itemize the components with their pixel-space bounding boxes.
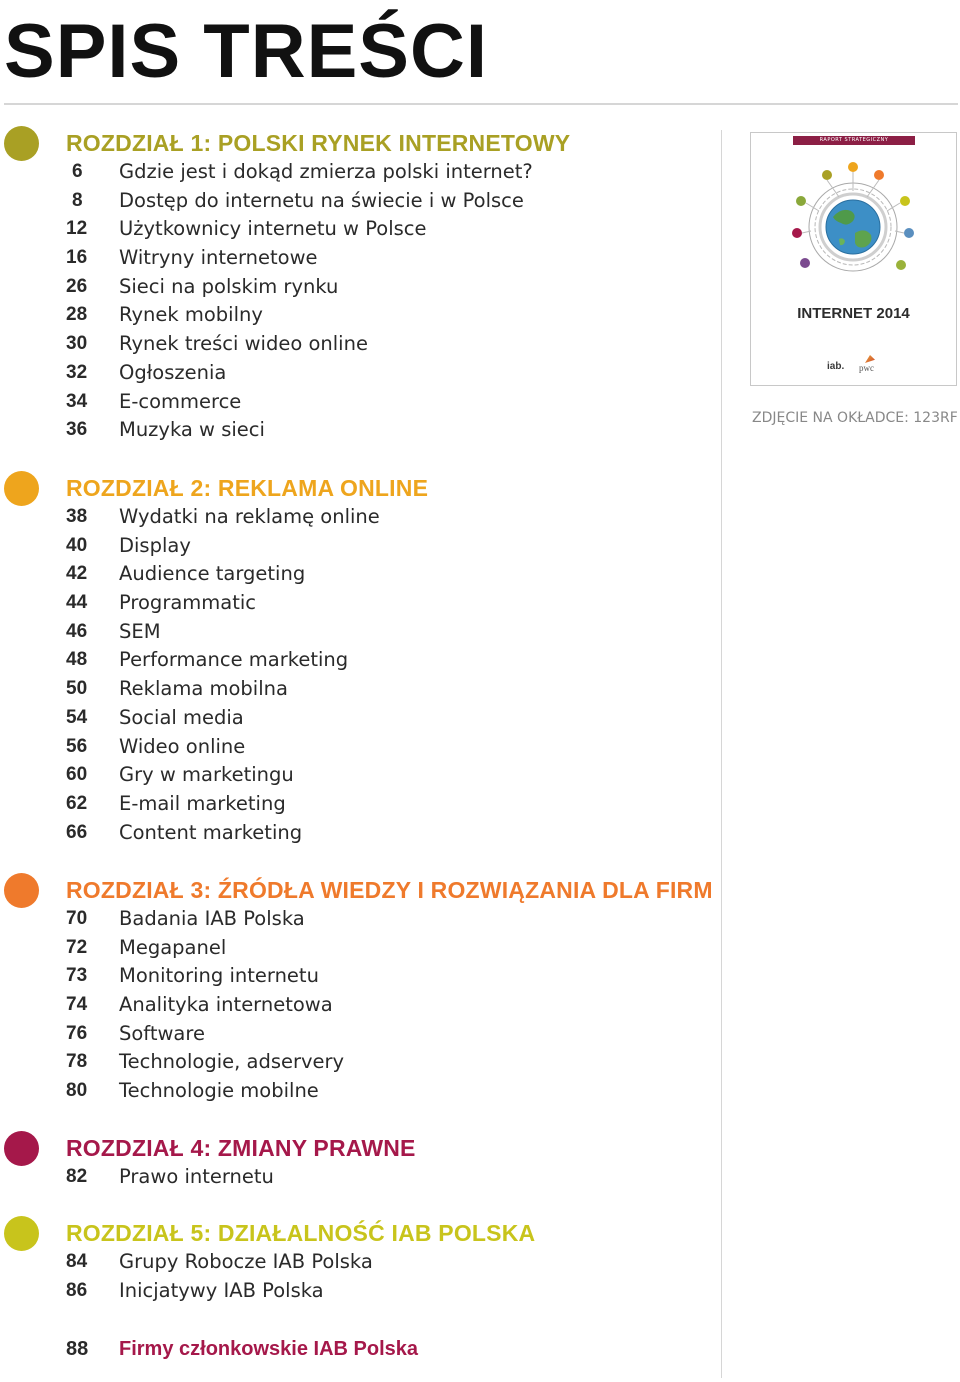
chapter-title[interactable]: ROZDZIAŁ 2: REKLAMA ONLINE xyxy=(66,475,429,501)
toc-entry-label: Technologie, adservery xyxy=(119,1050,345,1074)
toc-entry[interactable] xyxy=(0,933,700,962)
toc-list xyxy=(0,157,700,444)
toc-page-number: 66 xyxy=(66,821,88,843)
toc-entry-label: Wideo online xyxy=(119,734,246,758)
toc-entry[interactable] xyxy=(0,904,700,933)
toc-entry[interactable] xyxy=(0,214,700,243)
toc-page-number: 44 xyxy=(66,592,88,614)
toc-page-number: 54 xyxy=(66,706,88,728)
toc-page-number: 56 xyxy=(66,735,88,757)
toc-page-number: 40 xyxy=(66,534,88,556)
toc-entry-label: Badania IAB Polska xyxy=(119,907,305,930)
toc-entry-label: Witryny internetowe xyxy=(119,246,318,270)
toc-page-number: 60 xyxy=(66,764,88,786)
toc-page-number: 30 xyxy=(66,333,88,355)
chapter-dot-icon xyxy=(4,471,39,506)
toc-entry[interactable] xyxy=(0,1247,700,1276)
title-divider xyxy=(4,103,958,105)
toc-page-number: 88 xyxy=(66,1338,89,1360)
toc-entry-label: E-commerce xyxy=(119,389,242,413)
page-title: SPIS TREŚCI xyxy=(4,9,488,94)
toc-list xyxy=(0,502,700,846)
toc-entry-label: Audience targeting xyxy=(119,562,306,586)
toc-entry-label: SEM xyxy=(119,619,161,643)
toc-page-number: 16 xyxy=(66,247,88,269)
toc-entry[interactable] xyxy=(0,1076,700,1105)
toc-entry[interactable] xyxy=(0,531,700,560)
toc-entry[interactable] xyxy=(0,789,700,818)
toc-entry[interactable] xyxy=(0,272,700,301)
toc-page-number: 86 xyxy=(66,1279,88,1301)
toc-page-number: 62 xyxy=(66,792,88,814)
toc-entry[interactable] xyxy=(0,588,700,617)
toc-page-number: 48 xyxy=(66,649,88,671)
toc-page-number: 42 xyxy=(66,563,88,585)
toc-entry-label: Wydatki na reklamę online xyxy=(119,505,380,528)
toc-page-number: 74 xyxy=(66,994,88,1016)
toc-page-number: 32 xyxy=(66,361,88,383)
toc-entry[interactable] xyxy=(0,559,700,588)
toc-entry[interactable] xyxy=(0,1162,700,1191)
toc-entry[interactable] xyxy=(0,617,700,646)
chapter-dot-icon xyxy=(4,1216,39,1251)
toc-entry[interactable] xyxy=(0,300,700,329)
toc-entry-label: Performance marketing xyxy=(119,648,349,672)
toc-entry[interactable] xyxy=(0,760,700,789)
toc-entry[interactable] xyxy=(0,358,700,387)
toc-page-number: 26 xyxy=(66,275,88,297)
cover-title: INTERNET 2014 xyxy=(797,305,910,322)
toc-page-number: 80 xyxy=(66,1080,88,1102)
toc-entry-label: Display xyxy=(119,533,191,557)
toc-page-number: 28 xyxy=(66,304,88,326)
toc-entry-label: Inicjatywy IAB Polska xyxy=(119,1278,324,1302)
toc-entry[interactable] xyxy=(0,732,700,761)
chapter-dot-icon xyxy=(4,1131,39,1166)
column-divider xyxy=(721,130,722,1378)
chapter-dot-icon xyxy=(4,126,39,161)
toc-page-number: 36 xyxy=(66,419,88,441)
toc-entry[interactable] xyxy=(0,502,700,531)
toc-page-number: 38 xyxy=(66,506,88,527)
toc-final-entry[interactable] xyxy=(0,1334,700,1364)
toc-entry[interactable] xyxy=(0,329,700,358)
toc-page-number: 46 xyxy=(66,620,88,642)
toc-list xyxy=(0,904,700,1105)
toc-entry-label: Rynek treści wideo online xyxy=(119,332,368,356)
toc-page-number: 84 xyxy=(66,1251,88,1272)
toc-list xyxy=(0,1162,700,1191)
toc-entry[interactable] xyxy=(0,818,700,847)
toc-entry-label: Social media xyxy=(119,705,244,729)
chapter-title[interactable]: ROZDZIAŁ 4: ZMIANY PRAWNE xyxy=(66,1135,416,1161)
cover-band-label: RAPORT STRATEGICZNY xyxy=(793,136,915,145)
toc-entry-label: Ogłoszenia xyxy=(119,360,227,384)
toc-entry-label: Software xyxy=(119,1021,205,1045)
toc-entry[interactable] xyxy=(0,387,700,416)
toc-page-number: 34 xyxy=(66,390,88,412)
toc-page-number: 6 xyxy=(72,161,83,182)
toc-entry-label: Użytkownicy internetu w Polsce xyxy=(119,217,427,241)
toc-entry[interactable] xyxy=(0,243,700,272)
iab-logo: iab. xyxy=(827,361,845,372)
toc-entry[interactable] xyxy=(0,645,700,674)
toc-entry-label: Megapanel xyxy=(119,935,227,959)
toc-entry[interactable] xyxy=(0,1276,700,1305)
toc-entry[interactable] xyxy=(0,186,700,215)
toc-entry-label: E-mail marketing xyxy=(119,791,286,815)
toc-page-number: 8 xyxy=(72,189,83,211)
toc-entry-label: Prawo internetu xyxy=(119,1165,274,1188)
toc-page-number: 78 xyxy=(66,1051,88,1073)
toc-entry-label: Dostęp do internetu na świecie i w Polsce xyxy=(119,188,524,212)
toc-entry-label: Analityka internetowa xyxy=(119,993,333,1017)
toc-entry-label: Content marketing xyxy=(119,820,303,844)
chapter-title[interactable]: ROZDZIAŁ 5: DZIAŁALNOŚĆ IAB POLSKA xyxy=(66,1220,536,1246)
toc-entry[interactable] xyxy=(0,157,700,186)
toc-entry[interactable] xyxy=(0,703,700,732)
toc-page-number: 50 xyxy=(66,678,88,700)
toc-entry[interactable] xyxy=(0,1019,700,1048)
toc-entry-label: Programmatic xyxy=(119,591,257,615)
chapter-title[interactable]: ROZDZIAŁ 3: ŹRÓDŁA WIEDZY I ROZWIĄZANIA DLA FIRM xyxy=(66,877,713,903)
toc-entry[interactable] xyxy=(0,415,700,444)
toc-entry-label: Monitoring internetu xyxy=(119,964,319,988)
toc-entry-label: Rynek mobilny xyxy=(119,303,263,327)
toc-entry[interactable] xyxy=(0,674,700,703)
toc-entry[interactable] xyxy=(0,1047,700,1076)
toc-page-number: 73 xyxy=(66,965,88,987)
toc-entry-label: Sieci na polskim rynku xyxy=(119,274,339,298)
toc-entry-label: Gry w marketingu xyxy=(119,763,294,787)
toc-list xyxy=(0,1247,700,1304)
chapter-dot-icon xyxy=(4,873,39,908)
toc-entry-label: Gdzie jest i dokąd zmierza polski internet? xyxy=(119,160,533,183)
toc-entry-label: Reklama mobilna xyxy=(119,677,288,701)
toc-entry-label: Technologie mobilne xyxy=(119,1079,319,1103)
report-cover-image xyxy=(750,132,957,386)
cover-photo-credit: ZDJĘCIE NA OKŁADCE: 123RF xyxy=(752,410,958,426)
toc-entry[interactable] xyxy=(0,990,700,1019)
toc-entry-label: Firmy członkowskie IAB Polska xyxy=(119,1338,418,1360)
toc-page-number: 82 xyxy=(66,1166,88,1187)
globe-network-icon xyxy=(781,153,926,293)
toc-entry-label: Grupy Robocze IAB Polska xyxy=(119,1250,373,1273)
chapter-title[interactable]: ROZDZIAŁ 1: POLSKI RYNEK INTERNETOWY xyxy=(66,130,571,156)
toc-page-number: 12 xyxy=(66,218,88,240)
toc-page-number: 72 xyxy=(66,936,88,958)
pwc-logo: pwc xyxy=(859,363,874,373)
toc-page-number: 76 xyxy=(66,1022,88,1044)
toc-entry-label: Muzyka w sieci xyxy=(119,418,265,442)
toc-page-number: 70 xyxy=(66,908,88,929)
toc-entry[interactable] xyxy=(0,961,700,990)
